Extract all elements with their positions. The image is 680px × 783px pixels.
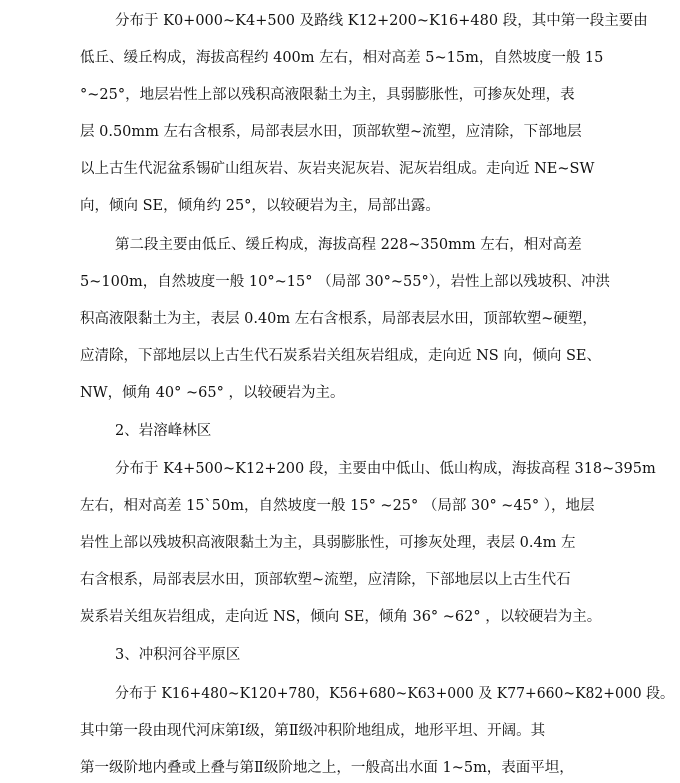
text-line: 应清除，下部地层以上古生代石炭系岩关组灰岩组成，走向近 NS 向，倾向 SE、 <box>80 348 601 364</box>
text-line: 第二段主要由低丘、缓丘构成，海拔高程 228~350mm 左右，相对高差 <box>115 237 582 253</box>
text-line: 其中第一段由现代河床第Ⅰ级，第Ⅱ级冲积阶地组成，地形平坦、开阔。其 <box>80 723 546 739</box>
text-line: 分布于 K16+480~K120+780，K56+680~K63+000 及 K77+660~K82+000 段。 <box>115 686 675 702</box>
text-line: 分布于 K4+500~K12+200 段，主要由中低山、低山构成，海拔高程 318~395m <box>115 461 656 477</box>
text-line: 左右，相对高差 15`50m，自然坡度一般 15° ~25° （局部 30° ~45° ），地层 <box>80 498 595 514</box>
text-line: 岩性上部以残坡积高液限黏土为主，具弱膨胀性，可掺灰处理，表层 0.4m 左 <box>80 535 576 551</box>
text-line: °~25°，地层岩性上部以残积高液限黏土为主，具弱膨胀性，可掺灰处理，表 <box>80 87 575 103</box>
text-line: 5~100m，自然坡度一般 10°~15° （局部 30°~55°），岩性上部以残坡积、冲洪 <box>80 274 610 290</box>
text-line: 第一级阶地内叠或上叠与第Ⅱ级阶地之上，一般高出水面 1~5m，表面平坦， <box>80 760 574 776</box>
text-line: 低丘、缓丘构成，海拔高程约 400m 左右，相对高差 5~15m，自然坡度一般 15 <box>80 50 604 66</box>
text-line: 向，倾向 SE，倾角约 25°，以较硬岩为主，局部出露。 <box>80 198 440 214</box>
text-line: 以上古生代泥盆系锡矿山组灰岩、灰岩夹泥灰岩、泥灰岩组成。走向近 NE~SW <box>80 161 595 177</box>
text-line: 炭系岩关组灰岩组成，走向近 NS，倾向 SE，倾角 36° ~62° ，以较硬岩为主。 <box>80 609 602 625</box>
section-heading-2: 2、岩溶峰林区 <box>115 423 212 439</box>
text-line: NW，倾角 40° ~65° ，以较硬岩为主。 <box>80 385 345 401</box>
text-line: 层 0.50mm 左右含根系，局部表层水田，顶部软塑~流塑，应清除，下部地层 <box>80 124 582 140</box>
section-heading-3: 3、冲积河谷平原区 <box>115 647 241 663</box>
text-line: 分布于 K0+000~K4+500 及路线 K12+200~K16+480 段，其中第一段主要由 <box>115 13 648 29</box>
text-line: 积高液限黏土为主，表层 0.40m 左右含根系，局部表层水田，顶部软塑~硬塑， <box>80 311 597 327</box>
text-line: 右含根系，局部表层水田，顶部软塑~流塑，应清除，下部地层以上古生代石 <box>80 572 571 588</box>
